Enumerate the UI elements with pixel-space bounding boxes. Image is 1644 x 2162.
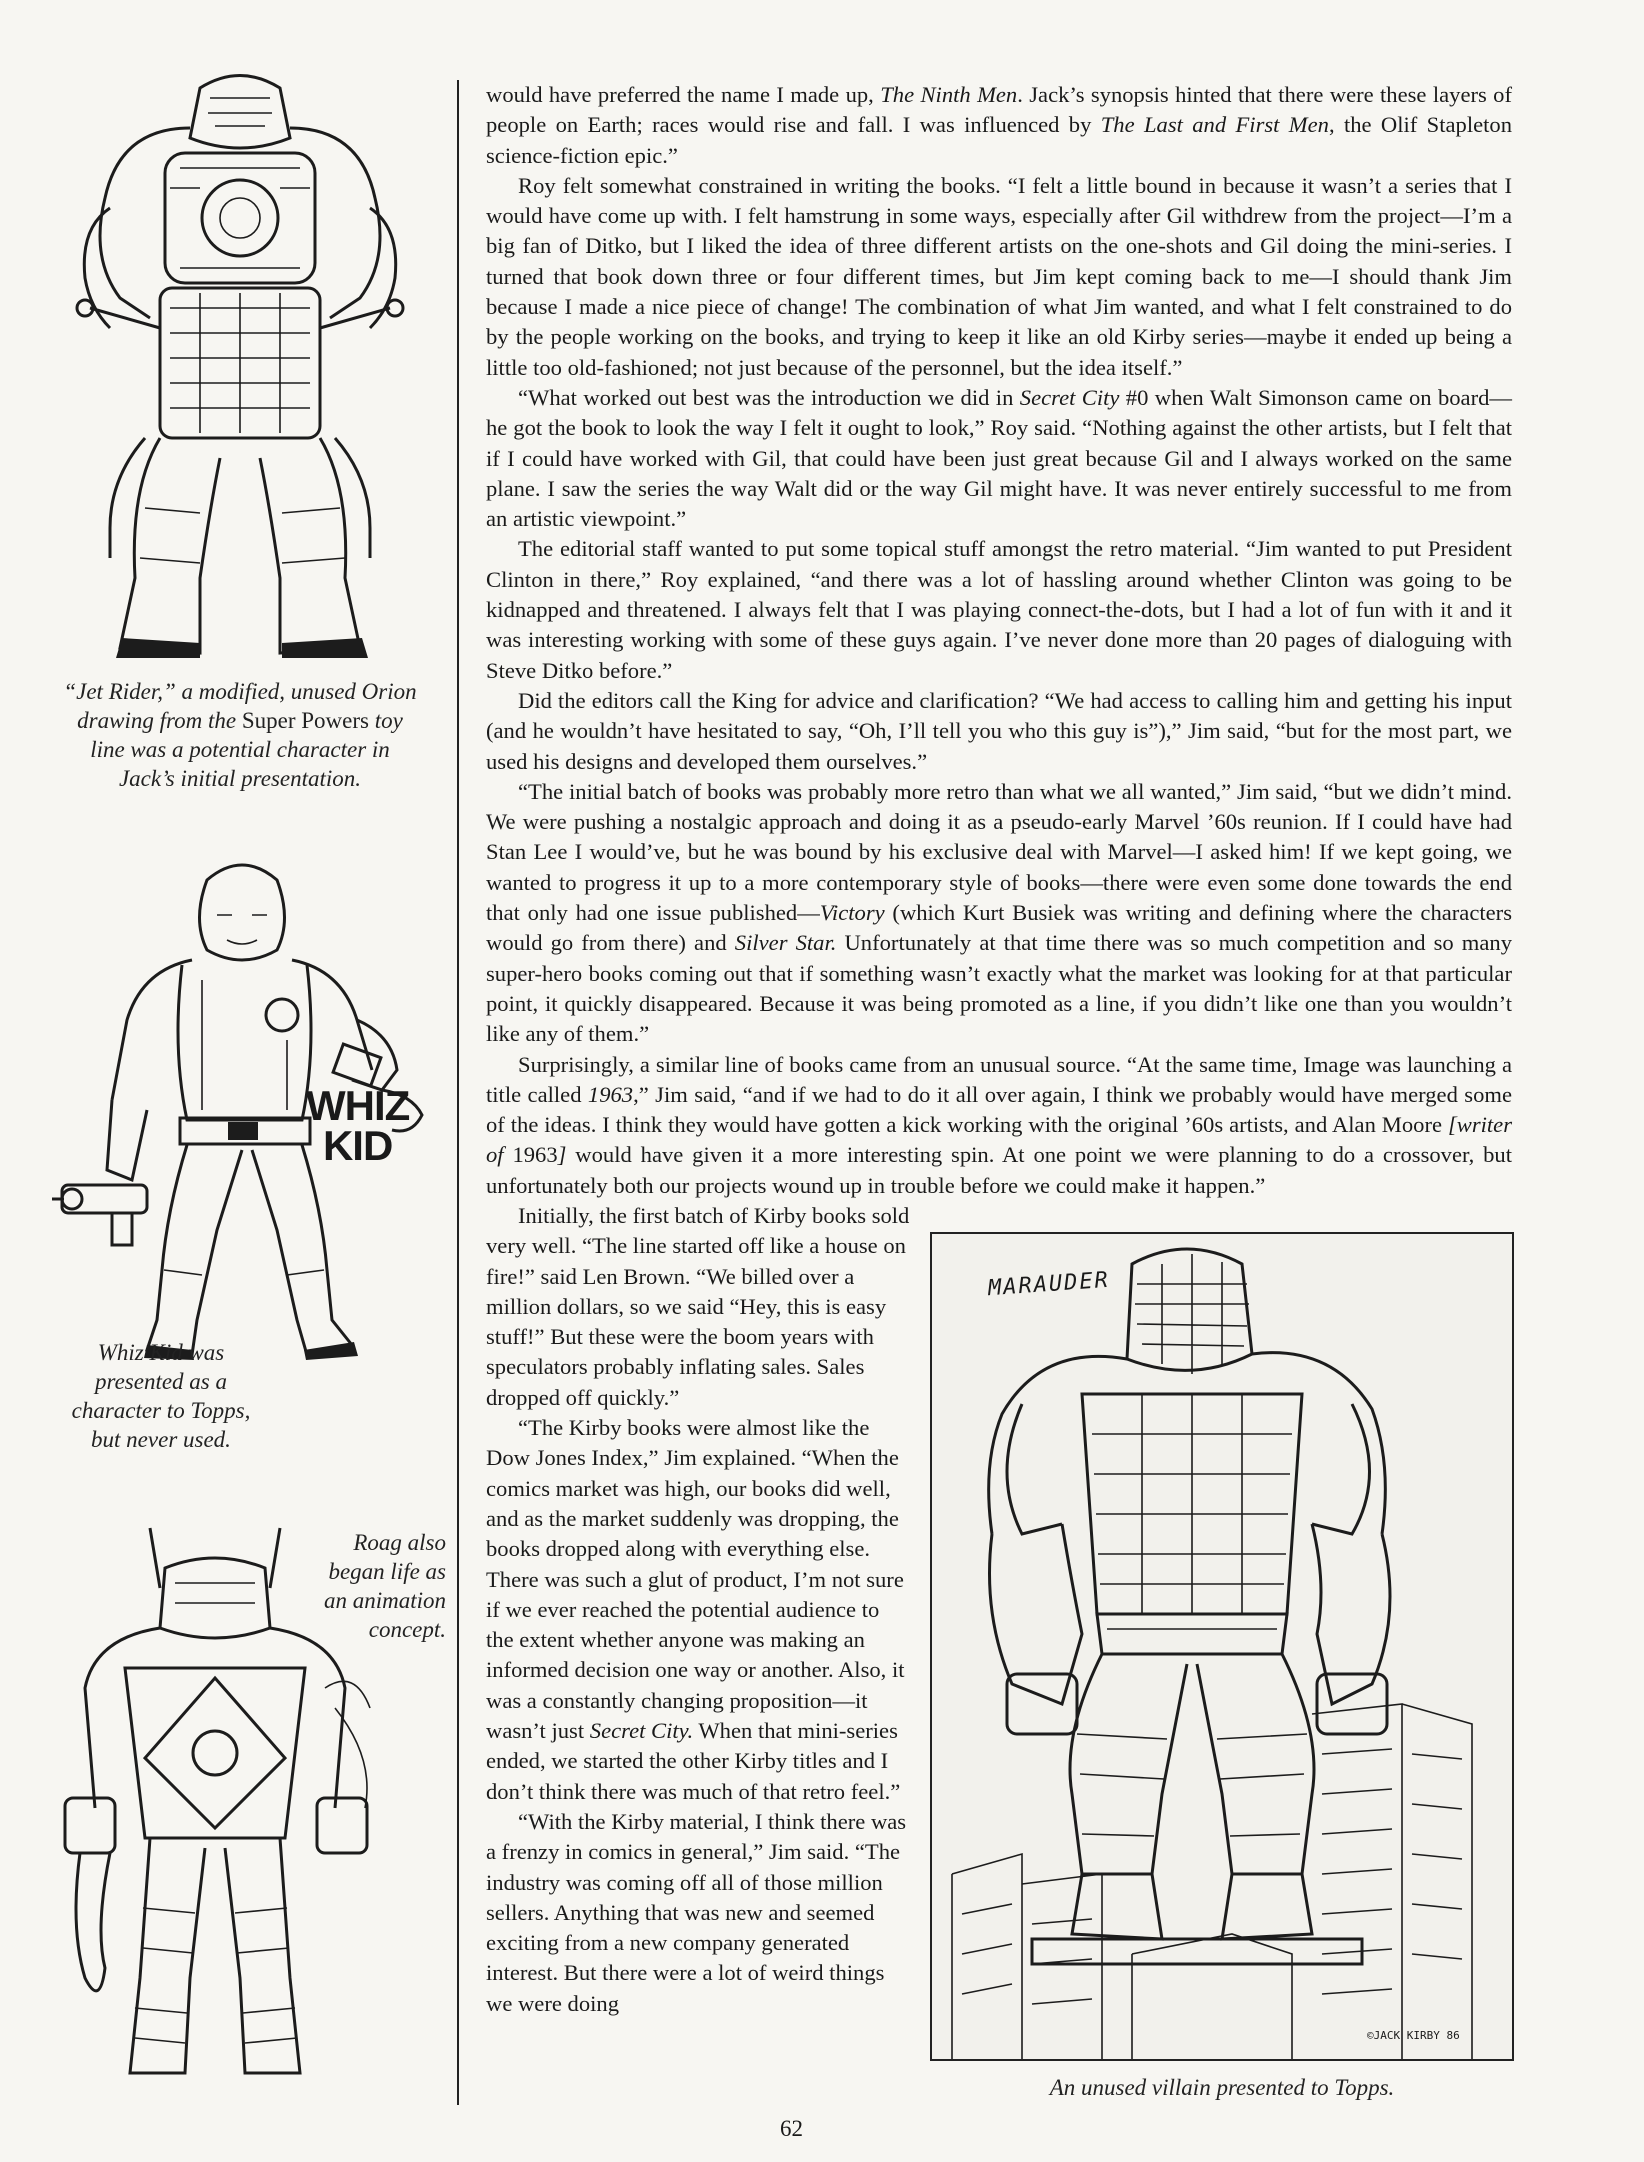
caption-line: Jack’s initial presentation. — [118, 766, 362, 791]
text-run: “What worked out best was the introduction we did in — [518, 384, 1020, 410]
text-run: ,” Jim said, “and if we had to do it all over again, I think we probably would have merged some of the ideas. I think they would have gotten a kick working with the original ’60s artists, and Alan Moore — [486, 1081, 1512, 1138]
text-run: (which Kurt Busiek was writing and defining where the characters would go from there) and — [486, 900, 1512, 956]
text-run: . Jack’s synopsis hinted that there were these layers of people on Earth; races would rise and fall. I was influenced by — [486, 82, 1512, 138]
roag-caption — [286, 1528, 446, 1644]
article-paragraph: Initially, the first batch of Kirby books sold very well. “The line started off like a house on fire!” said Len Brown. “We billed over a million dollars, so we said “Hey, this is easy stuff!” But these were the boom years with speculators probably inflating sales. Sales dropped off quickly.” — [486, 1203, 910, 1410]
comic-title: Victory — [819, 900, 885, 926]
article-paragraph: Did the editors call the King for advice and clarification? “We had access to calling him and getting his input (and he wouldn’t have hesitated to say, “Oh, I’ll tell you who this guy is”),” Jim said, “but for the most part, we used his designs and developed them ourselves.” — [486, 687, 1512, 774]
column-divider — [457, 80, 459, 2105]
comic-title: 1963 — [512, 1142, 558, 1168]
marauder-figure — [930, 1232, 1514, 2061]
caption-line: toy — [368, 708, 403, 733]
comic-title: Secret City — [1019, 384, 1120, 410]
caption-line: line was a potential character in — [90, 737, 390, 762]
caption-line: began life as — [328, 1559, 446, 1584]
comic-title: Secret City. — [589, 1718, 694, 1744]
artist-signature: ©JACK KIRBY 86 — [1367, 2029, 1460, 2042]
text-run: When that mini-series ended, we started the other Kirby titles and I don’t think there was much of that retro feel.” — [486, 1718, 901, 1804]
editorial-note: [writer of — [486, 1112, 1512, 1168]
article-paragraph: “With the Kirby material, I think there was a frenzy in comics in general,” Jim said. “The industry was coming off all of those million sellers. Anything that was new and seemed exciting from a new company generated interest. But there were a lot of weird things we were doing — [486, 1808, 907, 2016]
caption-line: “Jet Rider,” a modified, unused Orion — [63, 679, 417, 704]
article-body-narrow — [486, 1201, 912, 2019]
caption-line: Roag also — [353, 1530, 446, 1555]
article-paragraph: Roy felt somewhat constrained in writing the books. “I felt a little bound in because it wasn’t a series that I would have come up with. I felt hamstrung in some ways, especially after Gil withdrew from the project—I’m a big fan of Ditko, but I liked the idea of three different artists on the one-shots and Gil doing the mini-series. I turned that book down three or four different times, but Jim kept coming back to me—I should thank Jim because I made a nice piece of change! The combination of what Jim wanted, and what I felt constrained to do by the people working on the books, and trying to keep it like an old Kirby series—maybe it ended up being a little too old-fashioned; not just because of the personnel, but the idea itself.” — [486, 172, 1512, 380]
text-run: “The Kirby books were almost like the Dow Jones Index,” Jim explained. “When the comics market was high, our books did well, and as the market suddenly was dropping, the books dropped along with everything else. There was such a glut of product, I’m not sure if we ever reached the potential audience to the extent whether anyone was making an informed decision one way or another. Also, it was a constantly changing proposition—it wasn’t just — [486, 1415, 905, 1744]
article-paragraph — [486, 383, 1512, 534]
caption-line: an animation — [323, 1588, 446, 1613]
caption-line: Whiz Kid was — [97, 1340, 225, 1365]
caption-line: concept. — [368, 1617, 446, 1642]
text-run: Unfortunately at that time there was so much competition and so many super-hero books coming out that if something wasn’t exactly what the market was looking for at that particular point, it quickly disappeared. Because it was being promoted as a line, if you didn’t like one than you wouldn’t like any of them.” — [486, 930, 1513, 1047]
article-paragraph — [486, 1050, 1512, 1201]
caption-line: but never used. — [91, 1427, 231, 1452]
comic-title: 1963 — [587, 1081, 634, 1107]
comic-title: Silver Star. — [734, 930, 837, 956]
text-run: #0 when Walt Simonson came on board—he got the book to look the way I felt it ought to look,” Roy said. “Nothing against the other artists, but I felt that if I could have worked with Gil, that could have been just great because Gil and I always worked on the same plane. I saw the series the way Walt did or the way Gil might have. It was never entirely successful to me from an artistic viewpoint.” — [486, 384, 1512, 532]
page-number: 62 — [780, 2116, 803, 2141]
article-paragraph — [486, 1413, 912, 1807]
article-body — [486, 80, 1512, 1201]
city-buildings — [952, 1704, 1472, 2059]
whiz-kid-caption — [56, 1338, 266, 1454]
caption-line: drawing from the — [77, 708, 242, 733]
marauder-title: MARAUDER — [987, 1267, 1111, 1302]
text-run: would have preferred the name I made up, — [486, 82, 881, 107]
whiz-kid-title — [306, 1082, 410, 1169]
marauder-illustration — [932, 1234, 1512, 2059]
marauder-caption: An unused villain presented to Topps. — [1049, 2075, 1395, 2100]
article-paragraph — [486, 80, 1512, 171]
editorial-note: ] — [557, 1142, 567, 1168]
text-run: “The initial batch of books was probably more retro than what we all wanted,” Jim said, “but we didn’t mind. We were pushing a nostalgic approach and doing it as a pseudo-early Marvel ’60s reunion. If I could have had Stan Lee I would’ve, but he was bound by his exclusive deal with Marvel—I asked him! If we kept going, we wanted to progress it up to a more contemporary style of books—there were even some done towards the end that only had one issue published— — [486, 778, 1512, 926]
caption-line: character to Topps, — [71, 1398, 251, 1423]
text-run: Surprisingly, a similar line of books came from an unusual source. “At the same time, Image was launching a title called — [486, 1051, 1512, 1107]
jet-rider-caption — [40, 677, 440, 793]
text-run: would have given it a more interesting spin. At one point we were planning to do a crossover, but unfortunately both our projects wound up in trouble before we could make it happen.” — [486, 1142, 1512, 1198]
article-paragraph — [486, 777, 1512, 1050]
whiz-kid-title-line: WHIZ — [306, 1082, 410, 1129]
article-paragraph: The editorial staff wanted to put some topical stuff amongst the retro material. “Jim wanted to put President Clinton in there,” Roy explained, “and there was a lot of hassling around whether Clinton was going to be kidnapped and threatened. I always felt that I was playing connect-the-dots, but I had a lot of fun with it and it was interesting working with some of these guys again. I’ve never done more than 20 pages of dialoguing with Steve Ditko before.” — [486, 536, 1512, 683]
jet-rider-illustration — [50, 58, 430, 673]
caption-line-upright: Super Powers — [241, 708, 369, 733]
book-title: The Last and First Men — [1100, 112, 1329, 138]
book-title: The Ninth Men — [880, 82, 1018, 107]
caption-line: presented as a — [94, 1369, 227, 1394]
whiz-kid-title-line: KID — [322, 1122, 393, 1169]
text-run: , the Olif Stapleton science-fiction epic.” — [486, 112, 1512, 168]
